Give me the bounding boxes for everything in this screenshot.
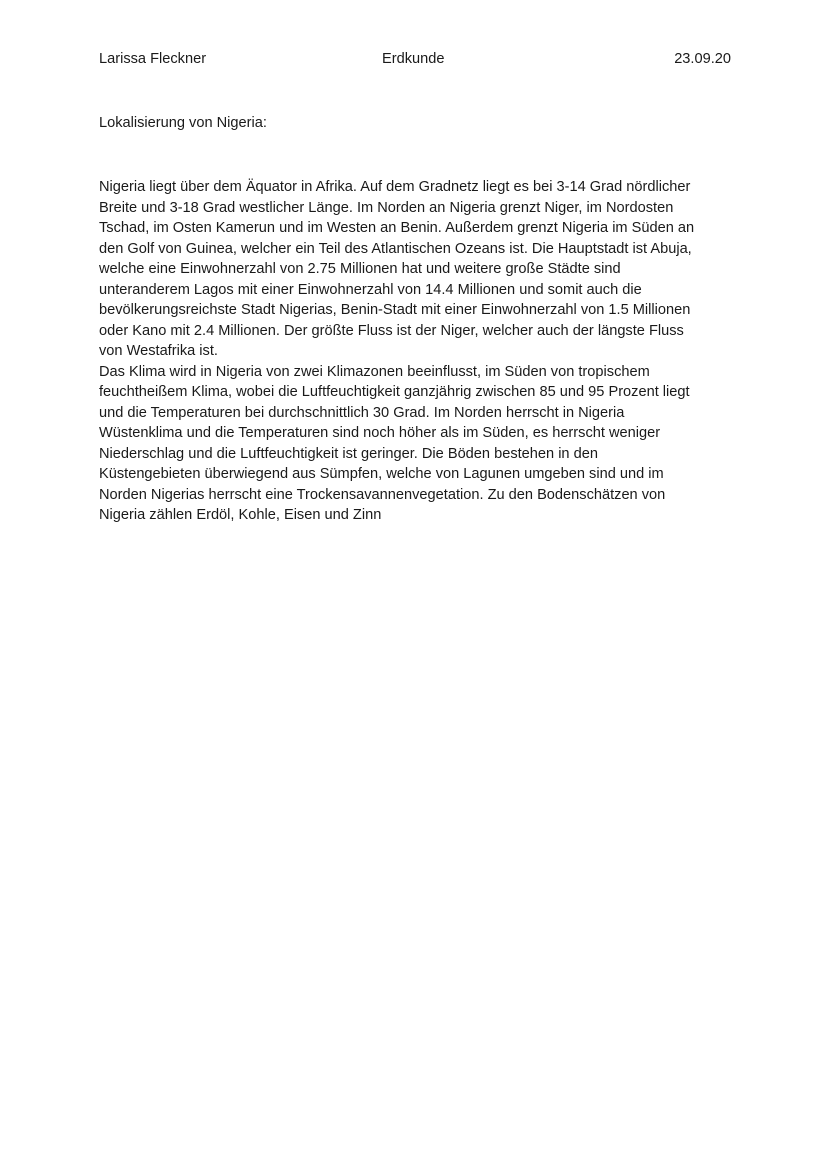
text-line: Norden Nigerias herrscht eine Trockensavannenvegetation. Zu den Bodenschätzen von bbox=[99, 486, 666, 503]
text-line: unteranderem Lagos mit einer Einwohnerzahl von 14.4 Millionen und somit auch die bbox=[99, 281, 642, 298]
text-line: bevölkerungsreichste Stadt Nigerias, Benin-Stadt mit einer Einwohnerzahl von 1.5 Millionen bbox=[99, 302, 691, 318]
text-line: feuchtheißem Klima, wobei die Luftfeuchtigkeit ganzjährig zwischen 85 und 95 Prozent liegt bbox=[99, 384, 690, 400]
text-line: Wüstenklima und die Temperaturen sind noch höher als im Süden, es herrscht weniger bbox=[99, 425, 661, 441]
author-name: Larissa Fleckner bbox=[99, 51, 207, 67]
page-header bbox=[99, 51, 731, 71]
text-line: welche eine Einwohnerzahl von 2.75 Millionen hat und weitere große Städte sind bbox=[99, 261, 621, 277]
text-line: oder Kano mit 2.4 Millionen. Der größte Fluss ist der Niger, welcher auch der längste Fluss bbox=[99, 322, 684, 339]
text-line: Tschad, im Osten Kamerun und im Westen an Benin. Außerdem grenzt Nigeria im Süden an bbox=[99, 220, 695, 236]
text-line: Niederschlag und die Luftfeuchtigkeit ist geringer. Die Böden bestehen in den bbox=[99, 445, 598, 462]
document-date: 23.09.20 bbox=[674, 51, 731, 67]
text-line: von Westafrika ist. bbox=[99, 343, 218, 359]
text-line: Küstengebieten überwiegend aus Sümpfen, welche von Lagunen umgeben sind und im bbox=[99, 466, 664, 482]
text-line: und die Temperaturen bei durchschnittlich 30 Grad. Im Norden herrscht in Nigeria bbox=[99, 404, 625, 421]
text-line: Das Klima wird in Nigeria von zwei Klimazonen beeinflusst, im Süden von tropischem bbox=[99, 363, 650, 380]
text-line: Nigeria liegt über dem Äquator in Afrika. Auf dem Gradnetz liegt es bei 3-14 Grad nördlicher bbox=[99, 179, 691, 195]
text-line: den Golf von Guinea, welcher ein Teil des Atlantischen Ozeans ist. Die Hauptstadt ist Abuja, bbox=[99, 240, 692, 257]
section-heading: Lokalisierung von Nigeria: bbox=[99, 115, 267, 131]
text-line: Nigeria zählen Erdöl, Kohle, Eisen und Zinn bbox=[99, 507, 382, 523]
text-line: Breite und 3-18 Grad westlicher Länge. Im Norden an Nigeria grenzt Niger, im Nordosten bbox=[99, 199, 674, 216]
body-paragraphs bbox=[99, 177, 739, 526]
subject-title: Erdkunde bbox=[382, 51, 445, 67]
